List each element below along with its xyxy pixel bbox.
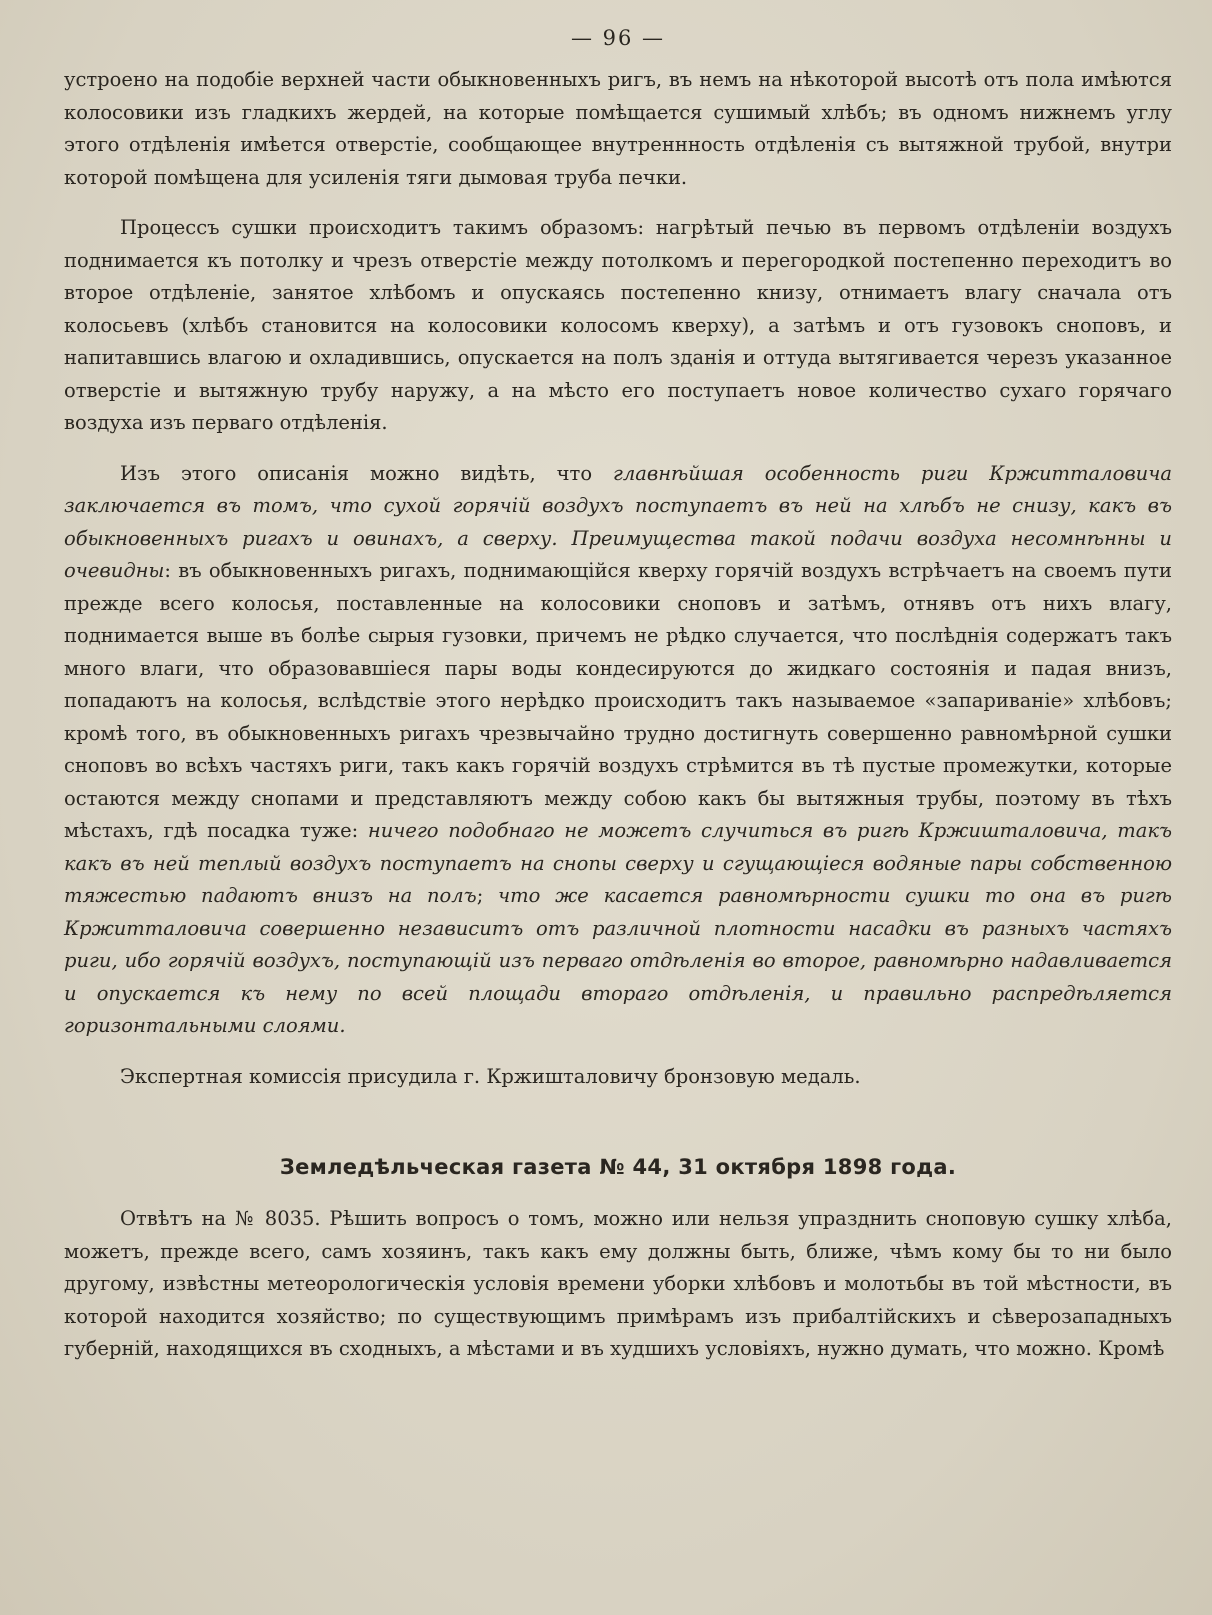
paragraph-4: Экспертная комиссія присудила г. Кржишталовичу бронзовую медаль. — [120, 1064, 861, 1088]
paragraph-3-emphasis-1: главнѣйшая особенность риги Кржитталовича заключается въ томъ, что сухой горячій воздухъ поступаетъ въ ней на хлѣбъ не снизу, какъ въ обыкновенныхъ ригахъ и овинахъ, а сверху. Преимущества такой подачи воздуха несомнѣнны и очевидны — [64, 461, 1172, 582]
page-number: — 96 — — [570, 26, 666, 50]
paragraph-2: Процессъ сушки происходитъ такимъ образомъ: нагрѣтый печью въ первомъ отдѣленіи воздухъ поднимается къ потолку и чрезъ отверстіе между потолкомъ и перегородкой постепенно переходитъ во второе отдѣленіе, занятое хлѣбомъ и опускаясь постепенно книзу, отнимаетъ влагу сначала отъ колосьевъ (хлѣбъ становится на колосовики колосомъ кверху), а затѣмъ и отъ гузовокъ сноповъ, и напитавшись влагою и охладившись, опускается на полъ зданія и оттуда вытягивается черезъ указанное отверстіе и вытяжную трубу наружу, а на мѣсто его поступаетъ новое количество сухаго горячаго воздуха изъ перваго отдѣленія. — [64, 216, 1172, 434]
section-heading: Земледѣльческая газета № 44, 31 октября 1898 года. — [279, 1155, 957, 1179]
paragraph-3-lead: Изъ этого описанія можно видѣть, что — [120, 461, 613, 485]
paragraph-1: устроено на подобіе верхней части обыкновенныхъ ригъ, въ немъ на нѣкоторой высотѣ отъ пола имѣются колосовики изъ гладкихъ жердей, на которые помѣщается сушимый хлѣбъ; въ одномъ нижнемъ углу этого отдѣленія имѣется отверстіе, сообщающее внутреннность отдѣленія съ вытяжной трубой, внутри которой помѣщена для усиленія тяги дымовая труба печки. — [64, 68, 1172, 189]
paragraph-3-emphasis-3: что же касается равномѣрности сушки то она въ ригѣ Кржитталовича совершенно независитъ отъ различной плотности насадки въ разныхъ частяхъ риги, ибо горячій воздухъ, поступающій изъ перваго отдѣленія во второе, равномѣрно надавливается и опускается къ нему по всей площади втораго отдѣленія, и правильно распредѣляется горизонтальными слоями. — [64, 884, 1172, 1037]
paragraph-5: Отвѣтъ на № 8035. Рѣшить вопросъ о томъ, можно или нельзя упразднить сноповую сушку хлѣба, можетъ, прежде всего, самъ хозяинъ, такъ какъ ему должны быть, ближе, чѣмъ кому бы то ни было другому, извѣстны метеорологическія условія времени уборки хлѣбовъ и молотьбы въ той мѣстности, въ которой находится хозяйство; по существующимъ примѣрамъ изъ прибалтійскихъ и сѣверозападныхъ губерній, находящихся въ сходныхъ, а мѣстами и въ худшихъ условіяхъ, нужно думать, что можно. Кромѣ — [64, 1207, 1172, 1360]
paragraph-3 — [64, 458, 1172, 1043]
paragraph-3-separator: ; — [476, 884, 499, 907]
paragraph-3-emphasis-2: ничего подобнаго не можетъ случиться въ ригѣ Кржишталовича, такъ какъ въ ней теплый воздухъ поступаетъ на снопы сверху и сгущающіеся водяные пары собственною тяжестью падаютъ внизъ на полъ — [64, 819, 1172, 907]
paragraph-3-body: : въ обыкновенныхъ ригахъ, поднимающійся кверху горячій воздухъ встрѣчаетъ на своемъ пути прежде всего колосья, поставленные на колосовики сноповъ и затѣмъ, отнявъ отъ нихъ влагу, поднимается выше въ болѣе сырыя гузовки, причемъ не рѣдко случается, что послѣднія содержатъ такъ много влаги, что образовавшіеся пары воды кондесируются до жидкаго состоянія и падая внизъ, попадаютъ на колосья, вслѣдствіе этого нерѣдко происходитъ такъ называемое «запариваніе» хлѣбовъ; кромѣ того, въ обыкновенныхъ ригахъ чрезвычайно трудно достигнуть совершенно равномѣрной сушки сноповъ во всѣхъ частяхъ риги, такъ какъ горячій воздухъ стрѣмится въ тѣ пустые промежутки, которые остаются между снопами и представляютъ между собою какъ бы вытяжныя трубы, поэтому въ тѣхъ мѣстахъ, гдѣ посадка туже: — [64, 559, 1172, 842]
